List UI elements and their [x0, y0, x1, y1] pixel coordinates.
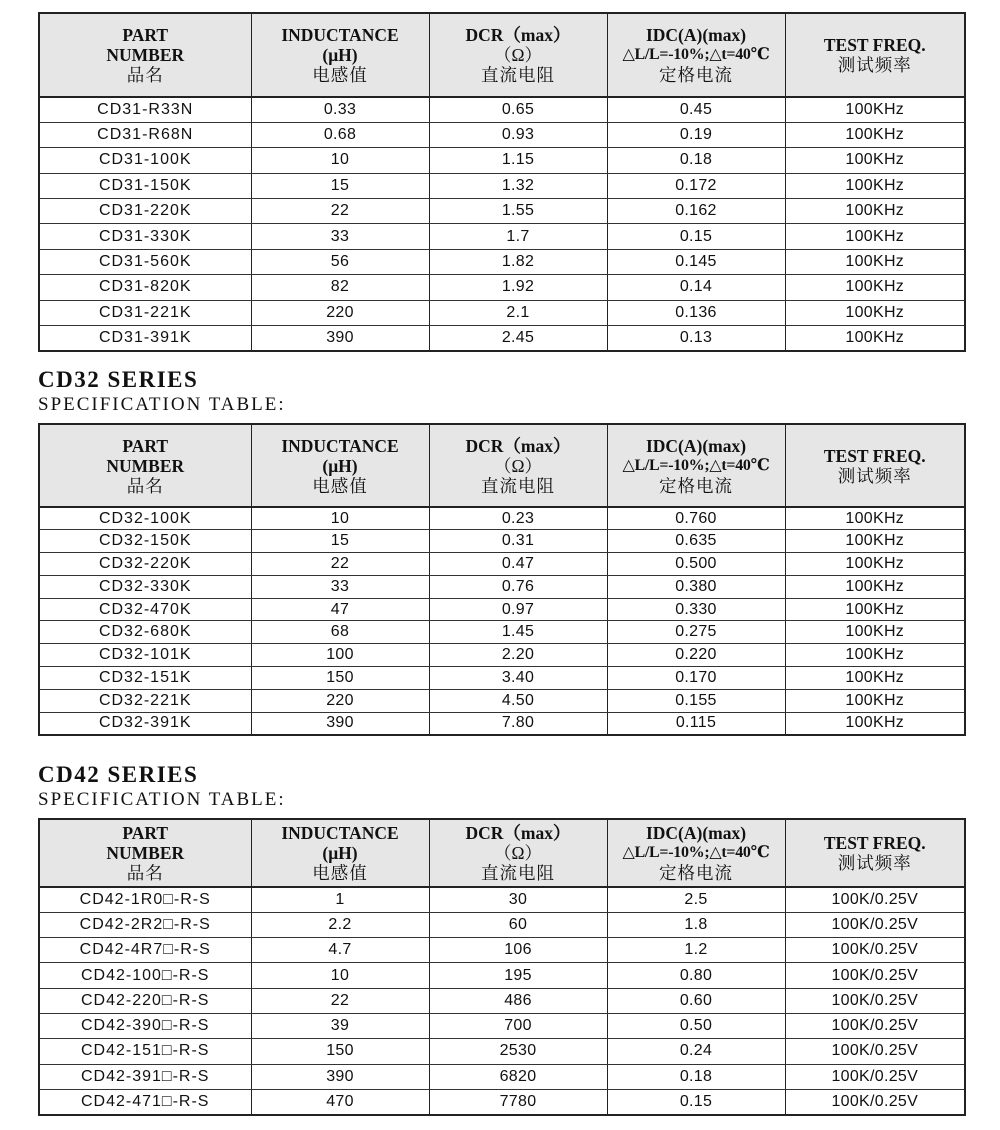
test-freq-cell: 100K/0.25V [785, 938, 965, 963]
idc-cell: 1.8 [607, 912, 785, 937]
part-number-cell: CD42-391□-R-S [39, 1064, 251, 1089]
test-freq-cell: 100KHz [785, 173, 965, 198]
idc-cell: 0.380 [607, 575, 785, 598]
idc-condition: △L/L=-10%;△t=40℃ [622, 844, 770, 861]
test-freq-cell: 100KHz [785, 275, 965, 300]
dcr-cell: 2.45 [429, 326, 607, 351]
inductance-cell: 150 [251, 1039, 429, 1064]
test-freq-header [785, 13, 965, 97]
part-header-label: PART [122, 25, 169, 45]
inductance-cell: 56 [251, 249, 429, 274]
idc-header-cn: 定格电流 [659, 863, 733, 883]
dcr-cell: 0.93 [429, 122, 607, 147]
idc-cell: 0.19 [607, 122, 785, 147]
dcr-header-cn: 直流电阻 [481, 65, 555, 85]
test-freq-cell: 100K/0.25V [785, 1089, 965, 1114]
test-freq-cell: 100KHz [785, 667, 965, 690]
part-number-header [39, 424, 251, 507]
inductance-unit: (μH) [322, 455, 358, 476]
test-freq-cell: 100KHz [785, 148, 965, 173]
test-freq-cell: 100K/0.25V [785, 912, 965, 937]
dcr-header [429, 819, 607, 887]
part-number-cell: CD42-151□-R-S [39, 1039, 251, 1064]
part-number-cell: CD42-4R7□-R-S [39, 938, 251, 963]
idc-header-label: IDC(A)(max) [645, 25, 747, 45]
part-number-cell: CD32-330K [39, 575, 251, 598]
test-freq-cell: 100KHz [785, 199, 965, 224]
test-freq-header-cn: 测试频率 [837, 55, 912, 75]
cd32-spec-table [38, 423, 966, 736]
idc-cell: 0.162 [607, 199, 785, 224]
inductance-cell: 150 [251, 667, 429, 690]
part-number-cell: CD31-391K [39, 326, 251, 351]
table-row [39, 1064, 965, 1089]
test-freq-cell: 100KHz [785, 97, 965, 122]
dcr-cell: 0.65 [429, 97, 607, 122]
test-freq-cell: 100KHz [785, 553, 965, 576]
part-number-cell: CD31-R33N [39, 97, 251, 122]
part-number-cell: CD31-R68N [39, 122, 251, 147]
table-row [39, 122, 965, 147]
idc-cell: 0.330 [607, 598, 785, 621]
inductance-cell: 39 [251, 1013, 429, 1038]
idc-header [607, 819, 785, 887]
dcr-header-cn: 直流电阻 [481, 863, 555, 883]
part-header-label: PART [122, 435, 169, 456]
idc-cell: 0.80 [607, 963, 785, 988]
idc-condition: △L/L=-10%;△t=40℃ [622, 456, 770, 474]
dcr-header-label: DCR（max） [465, 25, 571, 45]
inductance-cell: 0.33 [251, 97, 429, 122]
dcr-cell: 1.92 [429, 275, 607, 300]
cd32-series-title: CD32 SERIES [38, 367, 199, 392]
table-row [39, 644, 965, 667]
table-row [39, 530, 965, 553]
inductance-cell: 10 [251, 963, 429, 988]
table-row [39, 224, 965, 249]
number-header-label: NUMBER [106, 45, 185, 65]
dcr-cell: 106 [429, 938, 607, 963]
idc-cell: 0.155 [607, 689, 785, 712]
part-number-cell: CD42-2R2□-R-S [39, 912, 251, 937]
test-freq-header-cn: 测试频率 [837, 853, 912, 873]
table-row [39, 575, 965, 598]
inductance-cell: 220 [251, 300, 429, 325]
idc-cell: 2.5 [607, 887, 785, 912]
dcr-cell: 3.40 [429, 667, 607, 690]
inductance-cell: 22 [251, 199, 429, 224]
idc-cell: 0.18 [607, 148, 785, 173]
idc-cell: 0.760 [607, 507, 785, 530]
inductance-cell: 82 [251, 275, 429, 300]
inductance-cell: 4.7 [251, 938, 429, 963]
dcr-cell: 30 [429, 887, 607, 912]
test-freq-cell: 100KHz [785, 122, 965, 147]
dcr-unit: （Ω） [493, 843, 542, 863]
dcr-cell: 0.23 [429, 507, 607, 530]
table-row [39, 1039, 965, 1064]
idc-cell: 0.172 [607, 173, 785, 198]
inductance-cell: 68 [251, 621, 429, 644]
part-header-cn: 品名 [126, 65, 164, 85]
inductance-header-label: INDUCTANCE [281, 823, 399, 843]
table-row [39, 1013, 965, 1038]
idc-header-cn: 定格电流 [659, 475, 733, 496]
idc-cell: 0.220 [607, 644, 785, 667]
test-freq-cell: 100KHz [785, 598, 965, 621]
dcr-cell: 0.47 [429, 553, 607, 576]
table-row [39, 148, 965, 173]
part-number-cell: CD32-391K [39, 712, 251, 735]
dcr-header [429, 13, 607, 97]
idc-condition: △L/L=-10%;△t=40℃ [622, 46, 770, 63]
inductance-cell: 33 [251, 575, 429, 598]
dcr-cell: 6820 [429, 1064, 607, 1089]
test-freq-cell: 100K/0.25V [785, 1013, 965, 1038]
inductance-cell: 390 [251, 1064, 429, 1089]
test-freq-cell: 100KHz [785, 621, 965, 644]
table-row [39, 275, 965, 300]
inductance-header-label: INDUCTANCE [281, 435, 399, 456]
test-freq-cell: 100K/0.25V [785, 1039, 965, 1064]
dcr-cell: 7.80 [429, 712, 607, 735]
test-freq-cell: 100KHz [785, 644, 965, 667]
inductance-cell: 15 [251, 173, 429, 198]
dcr-header-label: DCR（max） [465, 823, 571, 843]
part-number-cell: CD31-330K [39, 224, 251, 249]
inductance-cell: 0.68 [251, 122, 429, 147]
table-body [39, 507, 965, 735]
part-number-cell: CD32-100K [39, 507, 251, 530]
table-row [39, 507, 965, 530]
test-freq-cell: 100K/0.25V [785, 887, 965, 912]
part-number-cell: CD32-101K [39, 644, 251, 667]
inductance-header-cn: 电感值 [312, 65, 368, 85]
test-freq-cell: 100K/0.25V [785, 988, 965, 1013]
test-freq-cell: 100KHz [785, 689, 965, 712]
table-header [39, 13, 965, 97]
dcr-cell: 0.76 [429, 575, 607, 598]
inductance-cell: 15 [251, 530, 429, 553]
part-number-cell: CD42-471□-R-S [39, 1089, 251, 1114]
part-number-cell: CD31-560K [39, 249, 251, 274]
cd42-series-title: CD42 SERIES [38, 762, 199, 787]
inductance-cell: 2.2 [251, 912, 429, 937]
test-freq-header [785, 424, 965, 507]
idc-cell: 0.14 [607, 275, 785, 300]
dcr-unit: （Ω） [493, 45, 542, 65]
inductance-cell: 1 [251, 887, 429, 912]
dcr-cell: 1.32 [429, 173, 607, 198]
idc-cell: 0.50 [607, 1013, 785, 1038]
dcr-cell: 2.20 [429, 644, 607, 667]
table-row [39, 621, 965, 644]
test-freq-cell: 100KHz [785, 300, 965, 325]
number-header-label: NUMBER [106, 843, 185, 863]
inductance-cell: 390 [251, 712, 429, 735]
dcr-cell: 1.7 [429, 224, 607, 249]
inductance-cell: 10 [251, 148, 429, 173]
table-row [39, 598, 965, 621]
table-header [39, 819, 965, 887]
test-freq-cell: 100KHz [785, 326, 965, 351]
part-header-cn: 品名 [126, 475, 164, 496]
idc-cell: 0.13 [607, 326, 785, 351]
cd32-spec-subtitle: SPECIFICATION TABLE: [38, 394, 286, 415]
test-freq-header-label: TEST FREQ. [823, 833, 926, 853]
inductance-cell: 22 [251, 553, 429, 576]
test-freq-header-cn: 测试频率 [837, 465, 912, 486]
dcr-cell: 4.50 [429, 689, 607, 712]
dcr-cell: 1.82 [429, 249, 607, 274]
inductance-header-label: INDUCTANCE [281, 25, 399, 45]
table-header [39, 424, 965, 507]
table-body [39, 97, 965, 351]
part-number-cell: CD32-221K [39, 689, 251, 712]
inductance-cell: 22 [251, 988, 429, 1013]
dcr-cell: 1.45 [429, 621, 607, 644]
inductance-header-cn: 电感值 [312, 475, 368, 496]
table-row [39, 249, 965, 274]
dcr-cell: 195 [429, 963, 607, 988]
dcr-cell: 0.97 [429, 598, 607, 621]
dcr-cell: 2.1 [429, 300, 607, 325]
part-number-cell: CD42-100□-R-S [39, 963, 251, 988]
part-number-cell: CD31-221K [39, 300, 251, 325]
test-freq-cell: 100KHz [785, 249, 965, 274]
inductance-header [251, 13, 429, 97]
part-number-cell: CD31-820K [39, 275, 251, 300]
part-number-cell: CD32-470K [39, 598, 251, 621]
table-row [39, 97, 965, 122]
part-number-cell: CD31-100K [39, 148, 251, 173]
part-number-cell: CD42-390□-R-S [39, 1013, 251, 1038]
inductance-cell: 470 [251, 1089, 429, 1114]
idc-cell: 0.145 [607, 249, 785, 274]
idc-cell: 0.24 [607, 1039, 785, 1064]
idc-cell: 1.2 [607, 938, 785, 963]
dcr-unit: （Ω） [493, 455, 542, 476]
test-freq-cell: 100KHz [785, 507, 965, 530]
cd42-spec-table [38, 818, 966, 1116]
idc-cell: 0.18 [607, 1064, 785, 1089]
dcr-cell: 2530 [429, 1039, 607, 1064]
number-header-label: NUMBER [106, 455, 185, 476]
cd42-spec-subtitle: SPECIFICATION TABLE: [38, 789, 286, 810]
dcr-header [429, 424, 607, 507]
idc-header-cn: 定格电流 [659, 65, 733, 85]
inductance-cell: 220 [251, 689, 429, 712]
idc-header [607, 424, 785, 507]
inductance-cell: 100 [251, 644, 429, 667]
idc-cell: 0.45 [607, 97, 785, 122]
dcr-cell: 486 [429, 988, 607, 1013]
table-row [39, 667, 965, 690]
dcr-cell: 700 [429, 1013, 607, 1038]
idc-cell: 0.635 [607, 530, 785, 553]
inductance-cell: 33 [251, 224, 429, 249]
dcr-cell: 1.15 [429, 148, 607, 173]
cd31-spec-table [38, 12, 966, 352]
idc-header [607, 13, 785, 97]
test-freq-cell: 100KHz [785, 224, 965, 249]
table-row [39, 553, 965, 576]
idc-cell: 0.115 [607, 712, 785, 735]
part-number-cell: CD42-220□-R-S [39, 988, 251, 1013]
table-row [39, 938, 965, 963]
part-number-cell: CD31-220K [39, 199, 251, 224]
inductance-unit: (μH) [322, 45, 358, 65]
part-number-cell: CD32-151K [39, 667, 251, 690]
idc-cell: 0.60 [607, 988, 785, 1013]
table-row [39, 300, 965, 325]
part-header-label: PART [122, 823, 169, 843]
part-number-header [39, 819, 251, 887]
inductance-unit: (μH) [322, 843, 358, 863]
part-header-cn: 品名 [126, 863, 164, 883]
inductance-header [251, 819, 429, 887]
dcr-cell: 0.31 [429, 530, 607, 553]
part-number-cell: CD32-680K [39, 621, 251, 644]
inductance-cell: 47 [251, 598, 429, 621]
test-freq-cell: 100KHz [785, 575, 965, 598]
table-row [39, 988, 965, 1013]
part-number-cell: CD31-150K [39, 173, 251, 198]
table-row [39, 912, 965, 937]
part-number-cell: CD32-220K [39, 553, 251, 576]
test-freq-cell: 100K/0.25V [785, 1064, 965, 1089]
idc-header-label: IDC(A)(max) [645, 823, 747, 843]
table-body [39, 887, 965, 1115]
dcr-cell: 1.55 [429, 199, 607, 224]
part-number-cell: CD32-150K [39, 530, 251, 553]
test-freq-header [785, 819, 965, 887]
test-freq-cell: 100KHz [785, 530, 965, 553]
table-row [39, 173, 965, 198]
dcr-cell: 60 [429, 912, 607, 937]
table-row [39, 326, 965, 351]
table-row [39, 1089, 965, 1114]
table-row [39, 712, 965, 735]
table-row [39, 887, 965, 912]
test-freq-header-label: TEST FREQ. [823, 35, 926, 55]
idc-cell: 0.15 [607, 224, 785, 249]
test-freq-cell: 100K/0.25V [785, 963, 965, 988]
table-row [39, 199, 965, 224]
inductance-header [251, 424, 429, 507]
idc-cell: 0.500 [607, 553, 785, 576]
idc-cell: 0.136 [607, 300, 785, 325]
dcr-cell: 7780 [429, 1089, 607, 1114]
inductance-cell: 390 [251, 326, 429, 351]
part-number-header [39, 13, 251, 97]
test-freq-cell: 100KHz [785, 712, 965, 735]
part-number-cell: CD42-1R0□-R-S [39, 887, 251, 912]
idc-cell: 0.275 [607, 621, 785, 644]
test-freq-header-label: TEST FREQ. [823, 445, 926, 466]
idc-cell: 0.15 [607, 1089, 785, 1114]
table-row [39, 963, 965, 988]
dcr-header-label: DCR（max） [465, 435, 571, 456]
inductance-cell: 10 [251, 507, 429, 530]
dcr-header-cn: 直流电阻 [481, 475, 555, 496]
idc-cell: 0.170 [607, 667, 785, 690]
inductance-header-cn: 电感值 [312, 863, 368, 883]
table-row [39, 689, 965, 712]
idc-header-label: IDC(A)(max) [645, 435, 747, 456]
